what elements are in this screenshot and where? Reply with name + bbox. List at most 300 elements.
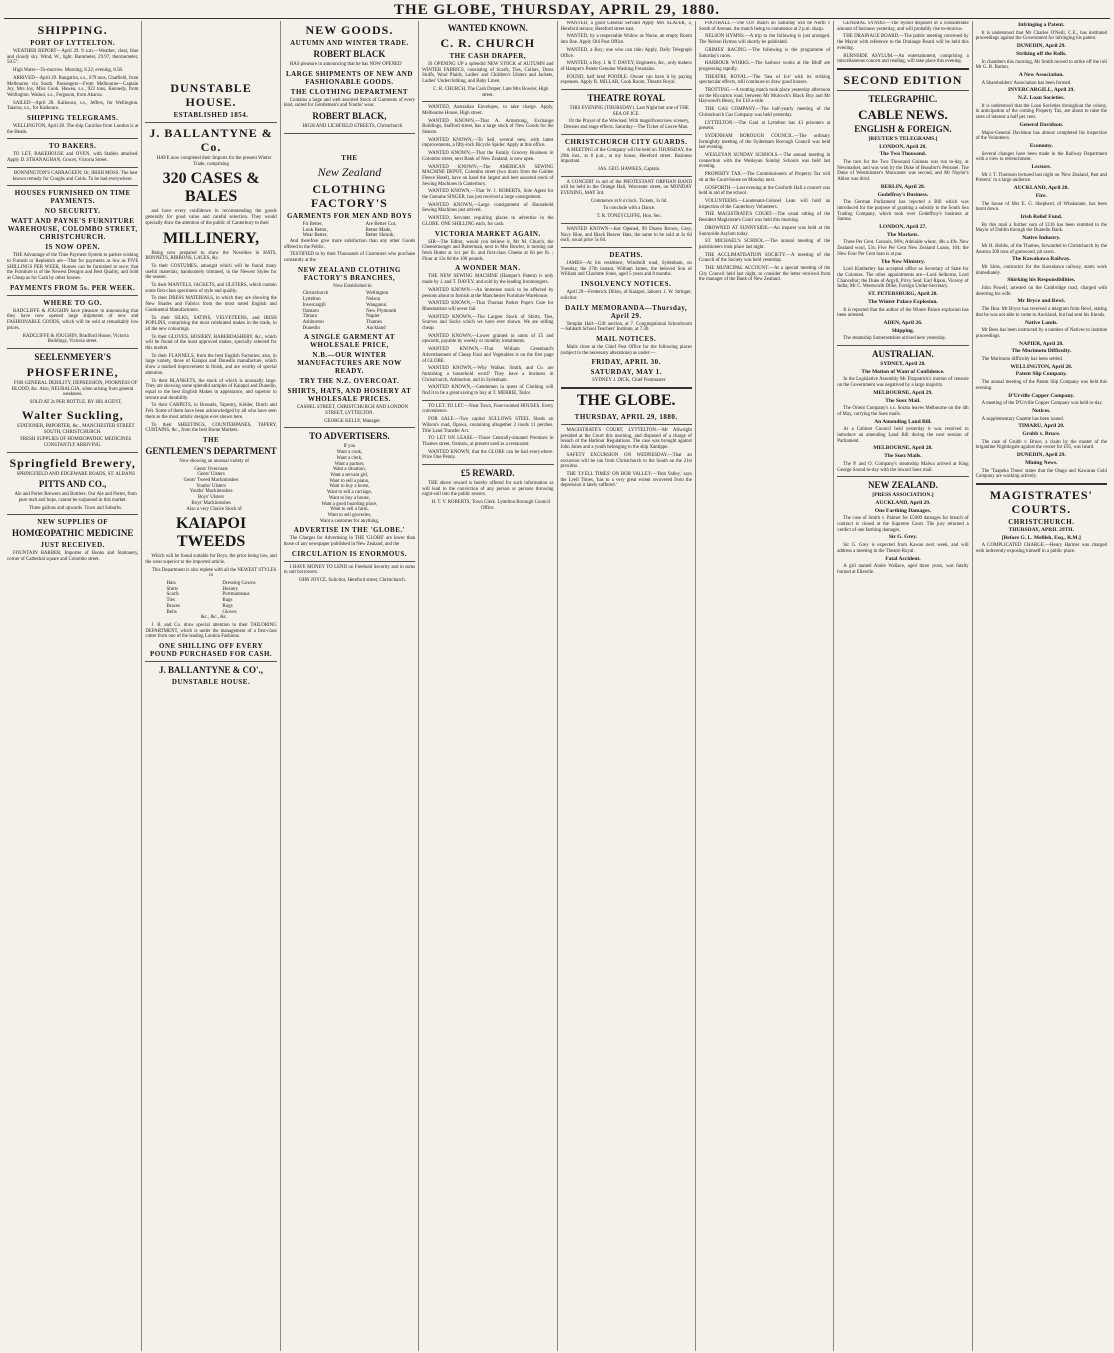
wanted-ad: WANTED KNOWN,—Large consignment of Household Sewing Machines just arrived. xyxy=(422,202,554,214)
court-date: THURSDAY, APRIL 29TH. xyxy=(1008,527,1074,533)
want-item: Want to sell a farm, xyxy=(330,507,369,513)
watt-payne: WATT AND PAYNE'S FURNITURE WAREHOUSE, COLOMBO STREET, CHRISTCHURCH. xyxy=(7,217,138,242)
gent-item: Youths' Mackintoshes xyxy=(189,489,233,495)
deaths-body: JAMES—At his residence, Windmill road, Sydenham, on Tuesday, the 27th instant, William James, the beloved Son of William and Charlotte Jones, aged 5 years and 8 months. xyxy=(560,260,692,278)
large-shipments: LARGE SHIPMENTS OF NEW AND FASHIONABLE GOODS. xyxy=(285,69,413,86)
wanted-ad: WANTED KNOWN,—That W. J. ROBERTS, Sole Agent for the Genuine SINGER, has just received a large consignment. xyxy=(422,189,554,201)
want-list xyxy=(284,444,415,524)
want-item: Want a clerk, xyxy=(336,455,363,461)
town: New Plymouth xyxy=(366,308,397,314)
news-item: ST. MICHAEL'S SCHOOL.—The annual meeting of the parishioners took place last night. xyxy=(698,239,831,250)
subhead: The Murimotu Difficulty. xyxy=(1011,348,1072,355)
wanted-ad: WANTED, Servants requiring places to advertise in the GLOBE. ONE SHILLING each, for cash. xyxy=(422,216,554,227)
tele-body: Mr J. T. Thomson lectured last night on 'New Zealand, Past and Present,' to a large audience. xyxy=(975,172,1107,184)
news-item: PROPERTY TAX.—The Commissioners of Property Tax will sit at the Court-house on Monday next. xyxy=(698,172,831,183)
subhead: Lecture. xyxy=(1031,164,1052,171)
crc-body: IS OPENING UP a splendid NEW STOCK of AUTUMN and WINTER FABRICS, consisting of Scarfs, Ties, Collars, Dress Stuffs, Wool Plaids, Ladies' and Children's Ulsters and Jackets, Ladies' Underclothing, and Baby Linen. xyxy=(422,62,554,85)
want-item: Want a customer for anything, xyxy=(319,518,380,524)
now-open: IS NOW OPEN. xyxy=(45,243,101,252)
money-lend: I HAVE MONEY TO LEND on Freehold Security and in sums to suit borrowers. xyxy=(283,564,416,576)
tele-body: Several changes have been made in the Railway Department with a view to retrenchment. xyxy=(975,151,1107,163)
second-edition: SECOND EDITION xyxy=(843,72,963,87)
new-zealand: New Zealand xyxy=(317,164,382,179)
time-payment: THE Advantage of the Time Payment System to parties wishing to Furnish or Replenish are—That for payments as low as FIVE SHILLINGS PER WEEK, Houses can be furnished at once; that the Furniture is of the Newest Designs and Best Quality, and Sold as Cheap as for Cash by other houses. xyxy=(7,253,139,282)
news-item: THE MUNICIPAL ACCOUNT.—At a special meeting of the City Council held last night, to consider the letter received from the manager of the Bank of New Zealand. xyxy=(698,266,831,283)
styles-list xyxy=(145,581,276,615)
subhead: D'Urville Copper Company. xyxy=(1008,392,1075,399)
cash-draper: THE CASH DRAPER, xyxy=(449,52,527,60)
one-shilling: ONE SHILLING OFF EVERY POUND PURCHASED FOR CASH. xyxy=(149,642,273,659)
news-item: WESLEYAN SUNDAY SCHOOLS.—The annual meeting in connection with the Wesleyan Sunday Schools was held last evening. xyxy=(698,153,831,170)
established: ESTABLISHED 1854. xyxy=(173,111,249,119)
safety-excursion: SAFETY EXCURSION ON WEDNESDAY.—That an excursion will be run from Christchurch to the South on the 21st proximo. xyxy=(560,452,692,470)
want-item: Want a situation, xyxy=(332,467,366,473)
money-sig: OHN JOYCE, Solicitor, Hereford street, Christchurch. xyxy=(298,578,406,584)
wanted-ad: WANTED KNOWN,—The Largest Stock of Shirts, Ties, Scarves and Socks which we have ever shown. We are selling cheap. xyxy=(422,314,554,332)
tele-body: A Shareholders' Association has been formed. xyxy=(981,80,1072,86)
to-let: TO LET. TO LET.—Near Town, Four-roomed HOUSES. Every convenience. xyxy=(422,403,554,415)
telegraphic: TELEGRAPHIC. xyxy=(868,93,938,104)
blankets: To their BLANKETS, the stock of which is unusually large. They are showing some splendid samples of Kaiapoi and Dunedin, equal to the best English Makes in appearance, and superior in texture and durability. xyxy=(145,378,277,401)
robert-black: ROBERT BLACK xyxy=(313,49,386,59)
flannels: To their FLANNELS, from the best English Factories; also, in large variety, those of Kaiapoi and Dunedin manufacture, which show a marked improvement in finish, and are worthy of special attention. xyxy=(145,353,277,376)
subhead: Native Lands. xyxy=(1024,319,1058,326)
dateline: MELBOURNE, April 29. xyxy=(873,389,933,396)
concert-sig: T. R. TONEYCLIFFE, Hon. Sec. xyxy=(596,214,662,220)
wanted-ad: WANTED, by a respectable Widow as Nurse, an empty Room into fine. Apply Old Post Office. xyxy=(560,34,692,46)
gentlemen-dept: GENTLEMEN'S DEPARTMENT xyxy=(145,445,277,456)
deaths: DEATHS. xyxy=(609,250,643,259)
reward-body: THE above reward is hereby offered for such information as will lead to the conviction of any person or persons throwing night-soil into the public sewers. xyxy=(422,481,554,498)
kaiapoi-body: Which will be found suitable for Boys, the price being low, and the wear superior to the imported article. xyxy=(145,554,277,565)
shirts-hats: SHIRTS, HATS, AND HOSIERY AT WHOLESALE PRICES. xyxy=(287,387,412,404)
town: Lyttelton xyxy=(302,297,321,303)
phosferine: PHOSFERINE, xyxy=(26,364,119,379)
wanted-ad: WANTED KNOWN—Just Opened, 99 Dozen Brown, Grey, Navy Blue, and Black Beaver Hats, the same to be sold at 3s 6d each, usual price 5s 6d. xyxy=(560,226,692,244)
tele-body: It is understood that the Loan Societies throughout the colony, in anticipation of the coming Property Tax, are about to raise the rates of interest a half per cent. xyxy=(975,103,1107,121)
dateline: ST. PETERSBURG, April 28. xyxy=(868,291,938,298)
sheetings: To their SHEETINGS, COUNTERPANES, TAPERY, CURTAINS, &c., from the best Home Markets. xyxy=(145,422,277,434)
town: Ashburton xyxy=(302,319,324,325)
subhead: The Markets. xyxy=(887,231,919,238)
wanted-ad: WANTED KNOWN,—That William Greenland's Advertisement of Cheap Fruit and Vegetables is on the first page of GLOBE. xyxy=(422,347,554,364)
ballantyne-footer: J. BALLANTYNE & CO'., xyxy=(159,665,264,676)
column-5 xyxy=(558,21,696,1351)
want-item: Want a good boarding place, xyxy=(321,501,378,507)
subhead: The Suez Mail. xyxy=(885,397,921,404)
news-item: THEATRE ROYAL.—The 'Sea of Ice' with its striking spectacular effects, still continues to draw good houses. xyxy=(698,74,831,86)
news-item: THE MAGISTRATE'S COURT.—The usual sitting of the Resident Magistrate's Court was held this morning. xyxy=(698,212,831,224)
ballantyne: J. BALLANTYNE & Co. xyxy=(149,126,273,154)
subhead: Native Industry. xyxy=(1022,235,1061,242)
houses-heading: HOUSES FURNISHED ON TIME PAYMENTS. xyxy=(14,189,131,206)
wanted-ad: WANTED KNOWN.—An immense stock to be effected by persons about to furnish at the Manchester Furniture Warehouse. xyxy=(422,287,554,299)
dress: To their DRESS MATERIALS, in which they are showing the New Shades and Fabrics from the most noted English and Continental Manufacturers. xyxy=(145,296,277,313)
wanted-known: WANTED KNOWN. xyxy=(447,23,528,33)
springfield-body: SPRINGFIELD AND EDGEWARE ROADS, ST. ALBANS xyxy=(16,471,135,477)
crc-church xyxy=(422,36,553,50)
bakehouse-ad: TO LET, BAKEHOUSE and OVEN, with Stables attached. Apply D. STRANAGHAN, Grocer, Victoria Street. xyxy=(7,152,139,164)
subhead: An Amending Land Bill. xyxy=(874,418,932,425)
dateline: DUNEDIN, April 29. xyxy=(1016,452,1066,459)
town: Dunedin xyxy=(302,325,320,331)
fit-item: Wear Better, xyxy=(302,233,328,239)
masthead: THE GLOBE, THURSDAY, APRIL 29, 1880. xyxy=(4,2,1110,19)
column-8 xyxy=(973,21,1110,1351)
gent-item: Gents' Tweed Mackintoshes xyxy=(183,478,239,484)
subhead: General Davidson. xyxy=(1019,121,1064,128)
town: Auckland xyxy=(366,325,386,331)
commence: Commence at 8 o'clock. Tickets, 1s 6d. xyxy=(590,198,668,204)
subhead: Irish Relief Fund. xyxy=(1020,213,1063,220)
subhead: Godeffroy's Business. xyxy=(877,191,929,198)
news-item: THE DRAINAGE BOARD.—The public meeting convened by the Mayor with reference to the Drainage Board will be held this evening. xyxy=(837,34,969,51)
style-item: Scarfs xyxy=(166,592,180,598)
meeting: A MEETING of the Company will be held on THURSDAY, the 29th inst., at 8 p.m., at my house, Hereford street. Business important. xyxy=(560,147,692,165)
style-item: Portmanteaus xyxy=(222,592,250,598)
tele-body: By this mail a further sum of £116 has been remitted to the Mayor of Dublin through the Dunedin Bank. xyxy=(975,222,1107,234)
town: Napier xyxy=(366,314,380,320)
wanted-ad: WANTED, a good General Servant Apply Mrs SLATER, 3, Hereford terrace, Hereford street east. xyxy=(560,21,692,32)
subhead: The Winter Palace Explosion. xyxy=(868,298,938,305)
robert-sig: ROBERT BLACK, xyxy=(312,111,387,122)
reuter: [REUTER'S TELEGRAMS.] xyxy=(868,135,938,142)
dept-styles: This Department is also replete with all the NEWEST STYLES in xyxy=(151,567,277,579)
want-item: Want a partner, xyxy=(334,461,365,467)
tele-body: Three Per Cent. Consols, 98¾; Adelaide wheat, 48s a 49s. New Zealand wool, 53s; Five Per Cent New Zealand Loans, 104; the New Four Per Cent loan is at par. xyxy=(837,240,969,257)
theatre-royal: THEATRE ROYAL xyxy=(587,93,665,104)
costumes: To their COSTUMES, amongst which will be found many useful materials, handsomely trimmed, in the Newest Styles for the season. xyxy=(145,263,277,281)
style-item: Gloves xyxy=(222,609,237,615)
new-goods: NEW GOODS. xyxy=(305,23,394,37)
port-heading: PORT OF LYTTELTON. xyxy=(30,39,116,47)
dateline: AUCKLAND, April 28. xyxy=(1013,185,1069,192)
tele-body: The annual meeting of the Patent Slip Company was held this evening. xyxy=(975,380,1107,391)
mail-sig: SYDNEY J. DICK, Chief Postmaster. xyxy=(592,378,667,384)
news-item: THE GAS COMPANY.—The half-yearly meeting of the Christchurch Gas Company was held yesterday. xyxy=(698,107,831,118)
cases-body: and have every confidence in recommending the goods generally for good value and careful selection. They would specially draw the attention of the public of Canterbury to their xyxy=(145,209,277,226)
tele-body: The 'Tuapeka Times' states that the Otago and Kawarau Gold Company are working actively. xyxy=(975,468,1107,480)
fit-item: Better Made, xyxy=(365,227,392,233)
single-garment: A SINGLE GARMENT AT WHOLESALE PRICE, xyxy=(303,333,395,350)
fit-list xyxy=(284,222,415,239)
pitts: PITTS AND CO., xyxy=(38,479,107,490)
shipping-telegrams: SHIPPING TELEGRAMS. xyxy=(26,114,119,123)
tele-body: In chambers this morning, Mr Smith moved to strike off the roll Mr G. B. Barton. xyxy=(975,59,1107,71)
tele-body: The Murimotu difficulty has been settled. xyxy=(981,357,1064,363)
globe-date: THURSDAY, APRIL 29, 1880. xyxy=(574,413,678,422)
court-before: [Before G. L. Mellish, Esq., R.M.] xyxy=(1001,534,1081,541)
crc-suffix: HURCH xyxy=(485,36,536,50)
no-security: NO SECURITY. xyxy=(44,207,101,216)
mail-body: Mails close at the Chief Post Office for the following places (subject to the necessary alterations) as under:— xyxy=(560,344,692,356)
style-item: Hosiery xyxy=(222,586,239,592)
crc-prefix: C. R. C xyxy=(440,36,486,50)
news-item: GRIMES' RACING.—The following is the programme of Saturday's races. xyxy=(698,47,831,59)
subhead: Fatal Accident. xyxy=(885,555,921,562)
carpets: To their CARPETS, in Brussels, Tapestry, Kidder, Dutch and Felt. Some of them have been acknowledged by all who have seen them as the most artistic designs ever shown here. xyxy=(145,403,277,420)
fresh-supplies: FRESH SUPPLIES OF HOMŒOPATHIC MEDICINES CONSTANTLY ARRIVING. xyxy=(20,437,132,448)
fit-item: Look Better, xyxy=(302,227,328,233)
clothing-factory: CLOTHING FACTORY'S xyxy=(311,181,388,210)
subhead: Mining News. xyxy=(1025,459,1058,466)
sailed: SAILED—April 28. Kaikoura, s.s., Jeffers, for Wellington. Taiaroa, s.s., for Kaikoura. xyxy=(7,100,139,112)
nzcf-branches: NEW ZEALAND CLOTHING FACTORY'S BRANCHES, xyxy=(298,265,401,282)
fountain-barber: FOUNTAIN BARBER, Importer of Books and Stationery, corner of Cathedral square and Colombo street. xyxy=(7,551,139,563)
style-item: Hats xyxy=(166,581,176,587)
telegram-body: WELLINGTON, April 28. The ship Caroline from London is at the Heads. xyxy=(7,124,139,135)
subhead: Shirking his Responsibilities. xyxy=(1007,277,1076,284)
news-item: GOSFORTH.—Last evening at the Gosforth Hall a concert was held in aid of the school. xyxy=(698,185,831,197)
ballantyne-body: HAVE now completed their Imports for the present Winter Trade, comprising xyxy=(156,156,272,167)
subhead: Infringing a Patent. xyxy=(1018,22,1065,28)
subhead: Notices. xyxy=(1032,407,1051,414)
news-item: SYDENHAM BOROUGH COUNCIL.—The ordinary fortnightly meeting of the Sydenham Borough Council was held last evening. xyxy=(698,133,831,151)
to-let-lease: TO LET ON LEASE.—Those Centrally-situated Premises in Thames street, Oamaru, at present used as a restaurant. xyxy=(422,436,554,447)
columns xyxy=(4,21,1110,1351)
dateline: MELBOURNE, April 28. xyxy=(873,445,933,452)
tailoring: J. B. and Co. draw special attention to their TAILORING DEPARTMENT, which is under the management of a first-class cutter from one of the leading London Fashions. xyxy=(145,622,277,640)
new-zealand: NEW ZEALAND. xyxy=(868,480,938,491)
garments: GARMENTS FOR MEN AND BOYS xyxy=(286,211,412,220)
subhead: The Two Thousand. xyxy=(879,151,927,158)
tele-body: John Powell, arrested on the Cambridge road, charged with deserting his wife. xyxy=(975,286,1107,297)
dunstable-house: DUNSTABLE HOUSE. xyxy=(170,81,252,109)
subhead: Grubb v. Bruce. xyxy=(1022,431,1061,438)
dateline: NAPIER, April 28. xyxy=(1019,340,1064,347)
therefore: And therefore give more satisfaction than any other Goods offered to the Public. xyxy=(283,238,416,250)
insolvency: INSOLVENCY NOTICES. xyxy=(581,280,672,289)
news-item: BURNSIDE ASYLUM.—An entertainment, comprising a miscellaneous concert and reading, will take place this evening. xyxy=(837,53,969,65)
style-item: Rugs xyxy=(222,603,233,609)
subhead: Sir G. Grey. xyxy=(888,534,918,541)
radcliffe-ad: RADCLIFFE & JOUGHIN have pleasure in announcing that they have now opened large shipments of new and FASHIONABLE GOODS, which will be sold at remarkably low prices. xyxy=(7,308,139,331)
news-item: VOLUNTEERS.—Lieutenant-Colonel Lean will hold an inspection of the Canterbury Volunteers. xyxy=(698,198,831,210)
tele-body: In the Legislative Assembly Mr Fitzpatrick's motion of censure on the Government was negatived by a large majority. xyxy=(837,377,969,389)
wanted-ad: WANTED, a Boy. J. & T. DAVEY, Engineers, &c., only makers of Hamper's Patent Genuine Washing Fountains. xyxy=(560,61,692,72)
subhead: Shipping. xyxy=(891,327,915,334)
subhead: The New Ministry. xyxy=(881,258,925,265)
wanted-ad: WANTED KNOWN,—That Thomas Parker Pope's Cure for Rheumatism will never fail. xyxy=(422,301,554,312)
walter-body: STATIONER, IMPORTER, &c., MANCHESTER STREET SOUTH, CHRISTCHURCH. xyxy=(16,423,135,435)
crc-sig: C. R. CHURCH, The Cash Draper, Late Mrs Bowler, High street. xyxy=(433,86,549,98)
mantles: To their MANTELS, JACKETS, and ULSTERS, which contain some first-class specimens of style and quality. xyxy=(145,283,277,294)
dateline: BERLIN, April 28. xyxy=(880,183,926,190)
bonnington-ad: BONNINGTON'S CARRAGEEN; Or, IRISH MOSS. The best known remedy for Coughs and Colds. To be had everywhere. xyxy=(12,170,138,182)
millinery-body: Being now prepared to show the Novelties in HATS, BONNETS, RIBBONS, LACES, &c. xyxy=(145,250,277,262)
victoria-market: VICTORIA MARKET AGAIN. xyxy=(434,229,541,238)
column-7 xyxy=(834,21,972,1351)
subhead: Economy. xyxy=(1029,142,1053,149)
gent-items xyxy=(145,467,276,507)
fit-item: Better Shrunk, xyxy=(365,233,395,239)
town: Invercargill xyxy=(302,302,326,308)
style-item: Bags xyxy=(222,598,233,604)
tele-body: It is reported that the author of the Winter Palace explosion has been arrested. xyxy=(837,307,969,319)
want-item: Want a servant girl, xyxy=(330,472,369,478)
english-foreign: ENGLISH & FOREIGN. xyxy=(854,123,952,134)
tele-body: Mr Sims, contractor for the Kawakawa railway, starts work immediately. xyxy=(975,264,1107,276)
tonight: THIS EVENING (THURSDAY). Last Night but one of THE SEA OF ICE. xyxy=(569,106,689,117)
dance: To conclude with a Dance. xyxy=(603,206,656,212)
want-item: Want to buy a house, xyxy=(328,495,370,501)
dateline: WELLINGTON, April 28. xyxy=(1010,363,1073,370)
clothing-dept: THE CLOTHING DEPARTMENT xyxy=(290,87,409,96)
dateline: LONDON, April 27. xyxy=(879,224,927,231)
style-item: Belts xyxy=(166,609,177,615)
tele-body: Major-General Davidson has almost completed his inspection of the Volunteers. xyxy=(975,130,1107,142)
town: Wanganui xyxy=(366,302,387,308)
dateline: INVERCARGILL, April 29. xyxy=(1008,87,1075,94)
news-item: GENERAL SYNOD.—The Synod disposed of a considerable amount of business yesterday, and will probably rise to-morrow. xyxy=(837,21,969,32)
town: Thames xyxy=(366,319,382,325)
tele-body: It is understood that Mr Charles O'Neill, C.E., has instituted proceedings against the Government for infringing his patent. xyxy=(975,30,1107,42)
style-item: Dressing Gowns xyxy=(222,581,256,587)
fit-item: Are Better Cut, xyxy=(365,221,397,227)
cases-bales: 320 CASES & BALES xyxy=(162,170,260,206)
column-6 xyxy=(696,21,834,1351)
want-item: Want to sell groceries, xyxy=(327,512,372,518)
city-guards: CHRISTCHURCH CITY GUARDS. xyxy=(564,137,688,146)
insolvency-body: April 29—Frederick Dillon, of Kaiapoi, laborer. J. W. Stringer, solicitor. xyxy=(560,290,692,301)
subhead: N.Z. Loan Societies. xyxy=(1017,95,1065,102)
town: Timaru xyxy=(302,314,318,320)
dateline: SYDNEY, April 28. xyxy=(880,361,926,368)
style-item: Shirts xyxy=(166,586,179,592)
tele-body: The case of Grubb v. Bruce, a claim by the master of the brigantine Nightingale against the owner for £95, was heard. xyxy=(975,439,1107,451)
magistrates-court: MAGISTRATE'S COURT, LYTTELTON.—Mr Allwright presided at the Court this morning, and disposed of a charge of breach of the Harbour Regulations. The case was brought against John Jones and a youth belonging to the ship Xantippe. xyxy=(560,428,692,451)
millinery: MILLINERY, xyxy=(162,229,260,247)
town: Christchurch xyxy=(302,291,329,297)
australian: AUSTRALIAN. xyxy=(872,349,934,360)
news-item: HARBOUR WORKS.—The harbour works at the Bluff are progressing rapidly. xyxy=(698,61,831,72)
tele-body: A supplementary Gazette has been issued. xyxy=(981,416,1064,422)
tele-body: The German Parliament has rejected a Bill which was introduced for the purpose of granting a subsidy to the South Sea Trading Company, which took over Godeffroy's business at Samoa. xyxy=(837,200,969,223)
high-water: High Water—To-morrow. Morning, 8.22; evening, 8.58. xyxy=(13,68,124,74)
gent-item: Boys' Mackintoshes xyxy=(191,500,231,506)
town: Oamaru xyxy=(302,308,319,314)
news-item: DROWNED AT SUNNYSIDE.—An inquest was held at the Sunnyside Asylum today. xyxy=(698,225,831,237)
wanted-ad: WANTED KNOWN,—The AMERICAN SEWING MACHINE DEPOT, Colombo street (two doors from the Golden Fleece Hotel), have on hand the largest and best assorted stock of Sewing Machines in Canterbury. xyxy=(422,164,554,187)
arrived: ARRIVED—April 29. Rangatira, s.s., 679 tons, Chatfield, from Melbourne via South. Passengers—From Melbourne—Captain Joy, Mrs Joy, Miss Cook. Hawea, s.s., 922 tons, Kennedy, from Wellington. Wainui, s.s., Ferguson, from Akaroa. xyxy=(7,75,139,98)
news-item: TROTTING.—A trotting match took place yesterday afternoon on the Riccarton road, between Mr Mulcock's Black Boy and Mr Haywood's Bessy, for £10 a-side. xyxy=(698,88,831,105)
wanted-ad: WANTED KNOWN,—Why Walker, Smith, and Co. are furnishing a household word? They have a business in Christchurch, Ashburton, and in Sydenham. xyxy=(422,366,554,383)
tele-body: A meeting of the D'Urville Copper Company was held to-day. xyxy=(981,401,1103,407)
town: Wellington xyxy=(366,291,389,297)
style-item: Braces xyxy=(166,603,181,609)
advertise-globe: ADVERTISE IN THE 'GLOBE.' xyxy=(293,526,406,535)
to-advertisers: TO ADVERTISERS. xyxy=(309,431,390,442)
subhead: Patent Slip Company. xyxy=(1015,371,1067,378)
wanted-ad: WANTED KNOWN,—That A. Armstrong, Exchange Buildings, Stafford street, has a large stock of New Goods for the Season. xyxy=(422,118,554,136)
radcliffe-sig: RADCLIFFE & JOUGHIN, Bradford House, Victoria Buildings, Victoria street. xyxy=(22,333,129,345)
wanted-ad: WANTED KNOWN,—Gentlemen in quest of Clothing will find it to be a great saving to buy at T. MERRIE, Tailor. xyxy=(422,385,554,397)
gent-body: Now showing an unusual variety of xyxy=(179,458,249,464)
tele-body: A girl named Annie Wallace, aged three years, was fatally burned at Ellerslie. xyxy=(837,564,969,575)
cable-news: CABLE NEWS. xyxy=(858,106,948,122)
payments: PAYMENTS FROM 5s. PER WEEK. xyxy=(9,283,136,292)
tele-body: The P. and O. Company's steamship Malwa arrived at King George Sound to-day with the inward Suez mail. xyxy=(837,461,969,473)
walter-suckling: Walter Suckling, xyxy=(21,407,124,422)
tele-body: Mr H. Hobbs, of the Thames, forwarded to Christchurch by the Awarua 300 tons of gumwood, pit sawn. xyxy=(975,243,1107,255)
bakers-heading: TO BAKERS. xyxy=(49,142,97,151)
subhead: Mr Bryce and Rewi. xyxy=(1017,298,1066,305)
style-item: Ties xyxy=(166,598,175,604)
wanted-ad: WANTED, a Boy; one who can ride; Apply, Daily Telegraph Office. xyxy=(560,47,692,59)
testified: TESTIFIED to by their Thousands of Customers who purchase constantly at the xyxy=(283,252,416,264)
tonight-2: Or the Prayer of the Wrecked. With magnificent new scenery, Dresses and stage effects. Saturday—The Ticket of Leave Man. xyxy=(563,119,690,131)
want-item: Want to sell a carriage, xyxy=(327,490,372,496)
column-2 xyxy=(142,21,280,1351)
subhead: A New Association. xyxy=(1018,71,1064,78)
new-supplies: NEW SUPPLIES OF xyxy=(37,518,109,527)
autumn-winter: AUTUMN AND WINTER TRADE. xyxy=(290,39,409,47)
towns-list xyxy=(284,291,415,331)
tele-body: Mr Rees has been instructed by a number of Natives to institute proceedings. xyxy=(975,328,1107,339)
dateline: TIMARU, April 28. xyxy=(1018,423,1065,430)
dunstable-footer: DUNSTABLE HOUSE. xyxy=(171,678,251,687)
robert-addr: HIGH AND LICHFIELD STREETS, Christchurch xyxy=(302,124,403,130)
lyell-times: THE 'LYELL TIMES' ON BOB VALLEY.—'Bob Valley,' says the Lyell Times, 'has to a very great extent recovered from the depression it lately suffered.' xyxy=(560,471,692,489)
george-kelly: GEORGE KELLY, Manager. xyxy=(324,418,381,424)
fit-item: Fit Better, xyxy=(302,221,323,227)
daily-body: Templar Hall—Gift auction, at 7. Congregational Schoolroom—Sabbath School Teachers' Institute, at 7.30. xyxy=(560,321,692,333)
magistrates-courts: MAGISTRATES' COURTS. xyxy=(989,488,1093,516)
dateline: LONDON, April 28. xyxy=(879,143,927,150)
the-label: THE xyxy=(341,153,358,162)
reward-sig: H. T. V. ROBERTS, Town Clerk. Lyttelton Borough Council Office. xyxy=(431,500,551,511)
mail-saturday: SATURDAY, MAY 1. xyxy=(590,368,662,377)
want-item: Want a cook, xyxy=(336,450,363,456)
where-to-go: WHERE TO GO. xyxy=(43,298,103,307)
column-4 xyxy=(419,21,557,1351)
tele-body: At a Cabinet Council held yesterday it was resolved to introduce an amending Land Bill during the next session of Parliament. xyxy=(837,427,969,444)
column-1 xyxy=(4,21,142,1351)
tele-body: The race for the Two Thousand Guineas was run to-day, at Newmarket, and was won by the Duke of Beaufort's Petronel. The Duke of Westminster's Muncaster was second, and Mr Naylor's Abbot was third. xyxy=(837,160,969,183)
subhead: The Kawakawa Railway. xyxy=(1012,256,1071,263)
found-ad: FOUND, half bred POODLE. Owner can have it by paying expenses. Apply R. MILLAR, Cook Room, Theatre Royal. xyxy=(560,74,692,86)
for-sale: FOR SALE.—Two capital SULLOWS STEEL Sheds on Wilson's road, Opawa, containing altogether 2 roods 11 perches. Title Land Transfer Act. xyxy=(422,417,554,434)
subhead: Striking off the Rolls. xyxy=(1016,50,1067,57)
phos-body: FOR GENERAL DEBILITY, DEPRESSION, POORNESS OF BLOOD, &c. Also, NEURALGIA, when arising from general weakness. xyxy=(11,380,138,398)
meeting-sig: JAS. GEO. HAWKES, Captain. xyxy=(597,166,661,172)
springfield: Springfield Brewery, xyxy=(9,455,136,470)
seelenmeyer: SEELENMEYER'S xyxy=(34,351,111,362)
reward: £5 REWARD. xyxy=(461,468,515,479)
gent-item: Gents' Overcoats xyxy=(194,466,228,472)
gent-item: Gents' Ulsters xyxy=(197,472,225,478)
gallons: Three gallons and upwards. Town and Suburbs. xyxy=(29,505,123,511)
market-body: SIR—The Editor, would you believe it, Mr M. Church, the Cheesemonger and Butterman, next to Mrs Bowler, is turning out fresh Butter at 1s1 per lb. and first-class Cheese at 6d per lb. ; Flour at 13s 6d the 100 pounds. xyxy=(422,239,554,262)
wanted-ad: THE NEW SEWING MACHINE (Hamper's Patent) is only made by J. and T. DAVEY, and sold by the leading Ironmongers. xyxy=(422,274,554,286)
concert: A CONCERT in aid of the PROTESTANT ORPHAN BAND will be held in the Orange Hall, Worcester street, on MONDAY EVENING, MAY 3rd. xyxy=(560,179,692,197)
subhead: The Suez Mails. xyxy=(884,453,922,460)
press-association: [PRESS ASSOCIATION.] xyxy=(872,492,934,499)
town: Nelson xyxy=(366,297,381,303)
tele-body: Sir G. Grey is expected from Kawau next week, and will address a meeting in the Theatre Royal. xyxy=(837,543,969,554)
want-item: Want to buy a horse, xyxy=(329,484,370,490)
established-in: Now Established in xyxy=(333,283,372,289)
cashel-street: CASHEL STREET, CHRISTCHURCH AND LONDON STREET, LYTTELTON. xyxy=(296,405,409,417)
wanted-ad: WANTED KNOWN, that the GLOBE can be had everywhere. Price One Penny. xyxy=(422,449,554,461)
column-3 xyxy=(281,21,419,1351)
kaiapoi-tweeds: KAIAPOI TWEEDS xyxy=(175,515,247,551)
want-item: Want to sell a piano, xyxy=(329,478,370,484)
mail-friday: FRIDAY, APRIL 30. xyxy=(591,358,661,367)
tele-body: The Orient Company's s.s. Sorata leaves Melbourne on the 4th of May, carrying the Suez mails. xyxy=(837,406,969,417)
try-overcoat: TRY THE N.Z. OVERCOAT. xyxy=(299,377,400,386)
the-globe: THE GLOBE. xyxy=(576,392,676,410)
